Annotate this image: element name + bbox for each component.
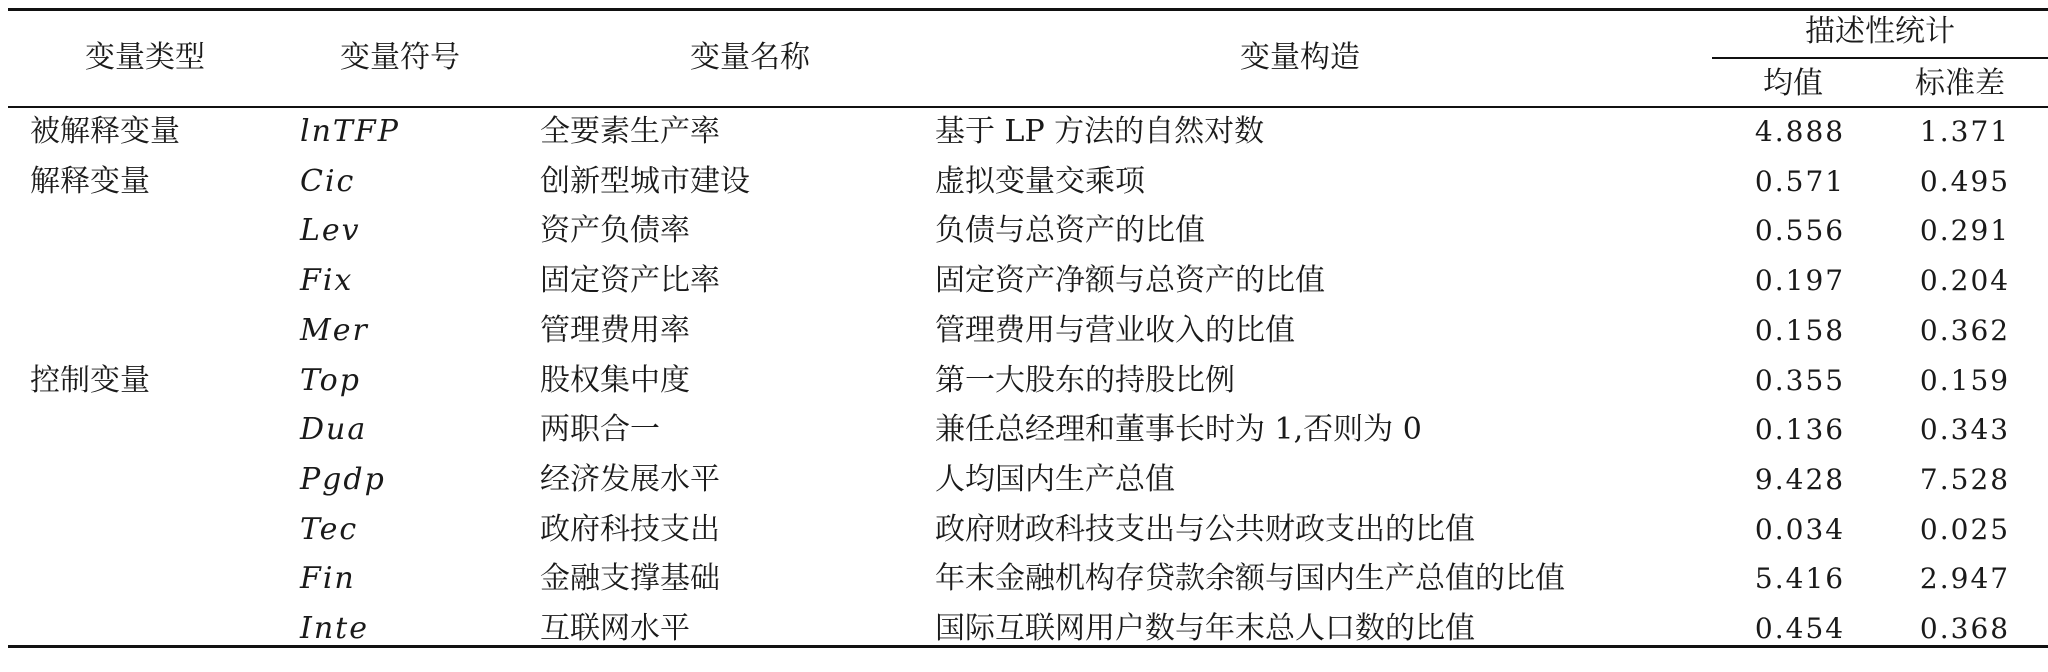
cell-type: 被解释变量: [30, 114, 180, 149]
cell-symbol: Tec: [300, 511, 359, 547]
cell-std: 1.371: [1919, 115, 2011, 148]
cell-symbol: Dua: [300, 412, 368, 448]
cell-std: 0.159: [1919, 363, 2011, 397]
cell-mean: 0.571: [1754, 164, 1846, 198]
cell-std: 0.291: [1919, 214, 2011, 248]
cell-mean: 0.197: [1754, 264, 1846, 298]
header-symbol: 变量符号: [340, 40, 460, 75]
cell-definition: 管理费用与营业收入的比值: [935, 312, 1295, 348]
header-stats-group: 描述性统计: [1805, 14, 1955, 49]
cell-name: 两职合一: [540, 412, 660, 448]
cell-symbol: Top: [300, 362, 361, 398]
cell-definition: 年末金融机构存贷款余额与国内生产总值的比值: [935, 561, 1565, 597]
cell-std: 2.947: [1919, 562, 2011, 596]
header-name: 变量名称: [690, 40, 810, 75]
header-definition: 变量构造: [1240, 40, 1360, 75]
cell-std: 0.368: [1919, 612, 2011, 645]
cell-type: 控制变量: [30, 362, 150, 398]
cell-std: 0.204: [1919, 264, 2011, 298]
cell-name: 经济发展水平: [540, 461, 720, 497]
cell-symbol: Fix: [300, 263, 354, 299]
cell-std: 0.025: [1919, 512, 2011, 546]
cell-definition: 固定资产净额与总资产的比值: [935, 263, 1325, 299]
cell-symbol: lnTFP: [300, 114, 400, 149]
cell-definition: 国际互联网用户数与年末总人口数的比值: [935, 611, 1475, 646]
cell-mean: 5.416: [1754, 562, 1846, 596]
cell-name: 互联网水平: [540, 611, 690, 646]
cell-name: 全要素生产率: [540, 114, 720, 149]
cell-definition: 虚拟变量交乘项: [935, 163, 1145, 199]
cell-mean: 9.428: [1754, 462, 1846, 496]
cell-name: 资产负债率: [540, 213, 690, 249]
cell-type: 解释变量: [30, 163, 150, 199]
cell-std: 0.362: [1919, 313, 2011, 347]
cell-mean: 0.136: [1754, 413, 1846, 447]
cell-std: 0.495: [1919, 164, 2011, 198]
cell-symbol: Fin: [300, 561, 356, 597]
cell-mean: 0.034: [1754, 512, 1846, 546]
cell-mean: 0.158: [1754, 313, 1846, 347]
cell-name: 固定资产比率: [540, 263, 720, 299]
cell-symbol: Lev: [300, 213, 361, 249]
cell-definition: 兼任总经理和董事长时为 1,否则为 0: [935, 412, 1422, 448]
cell-definition: 第一大股东的持股比例: [935, 362, 1235, 398]
stats-group-underline: [1712, 57, 2048, 59]
cell-mean: 0.556: [1754, 214, 1846, 248]
cell-definition: 基于 LP 方法的自然对数: [935, 114, 1265, 149]
header-bottom-rule: [8, 106, 2048, 108]
cell-name: 管理费用率: [540, 312, 690, 348]
header-type: 变量类型: [85, 40, 205, 75]
header-mean: 均值: [1763, 66, 1823, 101]
cell-mean: 0.355: [1754, 363, 1846, 397]
header-std: 标准差: [1915, 66, 2005, 101]
cell-name: 股权集中度: [540, 362, 690, 398]
cell-symbol: Cic: [300, 163, 356, 199]
cell-std: 7.528: [1919, 462, 2011, 496]
cell-definition: 政府财政科技支出与公共财政支出的比值: [935, 511, 1475, 547]
table-top-rule: [8, 8, 2048, 11]
cell-definition: 负债与总资产的比值: [935, 213, 1205, 249]
cell-mean: 0.454: [1754, 612, 1846, 645]
cell-symbol: Pgdp: [300, 461, 386, 497]
cell-symbol: Inte: [300, 611, 369, 646]
cell-name: 金融支撑基础: [540, 561, 720, 597]
cell-name: 政府科技支出: [540, 511, 720, 547]
cell-name: 创新型城市建设: [540, 163, 750, 199]
cell-symbol: Mer: [300, 312, 369, 348]
cell-std: 0.343: [1919, 413, 2011, 447]
cell-definition: 人均国内生产总值: [935, 461, 1175, 497]
cell-mean: 4.888: [1754, 115, 1846, 148]
